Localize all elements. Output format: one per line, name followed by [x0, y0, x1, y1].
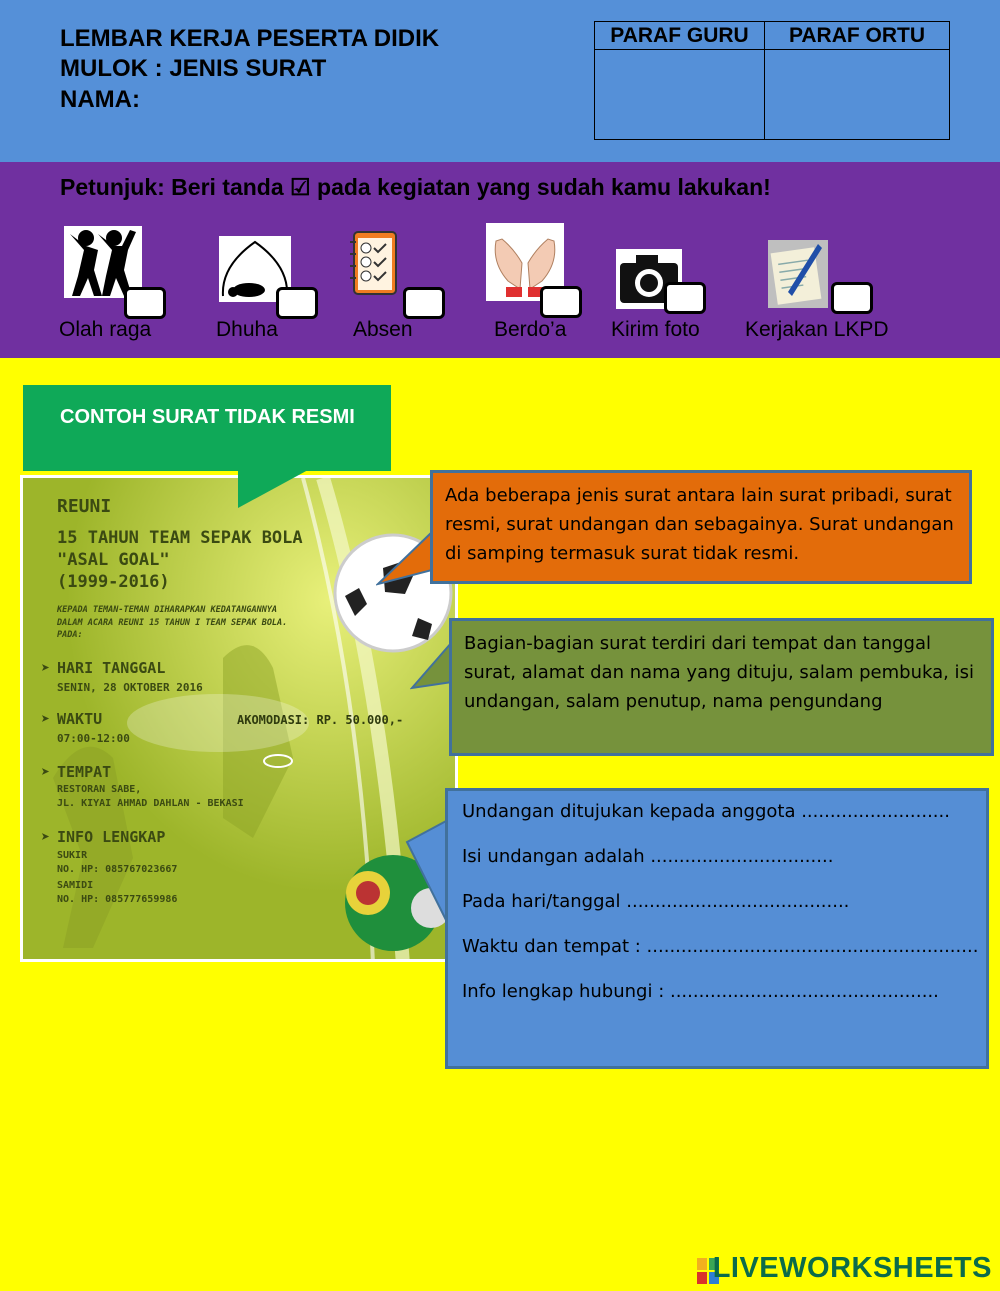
invite-heading-time: WAKTU — [57, 710, 103, 728]
invite-intro-line: DALAM ACARA REUNI 15 TAHUN I TEAM SEPAK BOLA. — [57, 618, 288, 628]
invite-heading-date: HARI TANGGAL — [57, 659, 166, 677]
invite-heading-info: INFO LENGKAP — [57, 828, 166, 846]
olive-callout-pointer — [410, 640, 454, 700]
types-of-letters-callout: Ada beberapa jenis surat antara lain surat pribadi, surat resmi, surat undangan dan sebagainya. Surat undangan di samping termasuk surat tidak resmi. — [430, 470, 972, 584]
activity-label-olah-raga: Olah raga — [59, 318, 152, 341]
subject-title: MULOK : JENIS SURAT — [60, 55, 327, 82]
notepad-icon — [766, 238, 830, 310]
invite-info-line: NO. HP: 085767023667 — [57, 864, 178, 875]
kirim-foto-checkbox[interactable] — [664, 282, 706, 314]
instruction-text: Petunjuk: Beri tanda ☑ pada kegiatan yang sudah kamu lakukan! — [60, 174, 771, 200]
invite-time: 07:00-12:00 — [57, 732, 130, 745]
bullet-arrow: ➤ — [41, 763, 51, 781]
activity-label-kerjakan-lkpd: Kerjakan LKPD — [745, 318, 889, 341]
name-label: NAMA: — [60, 86, 140, 113]
invite-intro-line: KEPADA TEMAN-TEMAN DIHARAPKAN KEDATANGANNYA — [57, 605, 278, 615]
blue-callout-pointer — [405, 818, 450, 928]
activity-label-kirim-foto: Kirim foto — [611, 318, 700, 341]
activity-label-berdoa: Berdo’a — [494, 318, 567, 341]
paraf-guru-cell[interactable] — [595, 50, 764, 139]
worksheet-title: LEMBAR KERJA PESERTA DIDIK — [60, 25, 440, 52]
paraf-guru-header: PARAF GURU — [595, 22, 764, 50]
invite-place-line: RESTORAN SABE, — [57, 784, 142, 795]
invite-title-team: 15 TAHUN TEAM SEPAK BOLA — [57, 528, 303, 548]
question-contact[interactable]: Info lengkap hubungi : ............................................... — [462, 981, 939, 1002]
activity-label-absen: Absen — [353, 318, 413, 341]
example-tag-label: CONTOH SURAT TIDAK RESMI — [60, 406, 355, 428]
invite-title-club: "ASAL GOAL" — [57, 550, 170, 570]
invite-date: SENIN, 28 OKTOBER 2016 — [57, 681, 203, 694]
berdoa-checkbox[interactable] — [540, 286, 582, 318]
letter-parts-callout: Bagian-bagian surat terdiri dari tempat dan tanggal surat, alamat dan nama yang dituju, salam pembuka, isi undangan, salam penutup, nama pengundang — [449, 618, 994, 756]
invite-info-line: SUKIR — [57, 850, 88, 861]
invite-title-reuni: REUNI — [57, 496, 112, 517]
absen-checkbox[interactable] — [403, 287, 445, 319]
activity-label-dhuha: Dhuha — [216, 318, 278, 341]
invite-intro-line: PADA: — [57, 630, 83, 640]
question-content[interactable]: Isi undangan adalah ................................ — [462, 846, 834, 867]
invite-info-line: NO. HP: 085777659986 — [57, 894, 178, 905]
invite-heading-place: TEMPAT — [57, 763, 112, 781]
orange-callout-pointer — [376, 530, 436, 590]
olah-raga-checkbox[interactable] — [124, 287, 166, 319]
liveworksheets-logo-text: LIVEWORKSHEETS — [712, 1252, 992, 1284]
kerjakan-lkpd-checkbox[interactable] — [831, 282, 873, 314]
signature-table — [594, 21, 950, 140]
paraf-ortu-cell[interactable] — [765, 50, 949, 139]
bullet-arrow: ➤ — [41, 828, 51, 846]
paraf-ortu-header: PARAF ORTU — [765, 22, 949, 50]
questions-callout — [445, 788, 989, 1069]
question-time-place[interactable]: Waktu dan tempat : .......................................................... — [462, 936, 979, 957]
question-recipient[interactable]: Undangan ditujukan kepada anggota .......................... — [462, 801, 950, 822]
dhuha-checkbox[interactable] — [276, 287, 318, 319]
bullet-arrow: ➤ — [41, 659, 51, 677]
invite-title-years: (1999-2016) — [57, 572, 170, 592]
invite-place-line: JL. KIYAI AHMAD DAHLAN - BEKASI — [57, 798, 244, 809]
checklist-icon — [348, 230, 400, 296]
example-tag-pointer — [238, 470, 308, 508]
bullet-arrow: ➤ — [41, 710, 51, 728]
invite-accommodation: AKOMODASI: RP. 50.000,- — [237, 713, 404, 727]
question-date[interactable]: Pada hari/tanggal ....................................... — [462, 891, 850, 912]
invite-info-line: SAMIDI — [57, 880, 94, 891]
